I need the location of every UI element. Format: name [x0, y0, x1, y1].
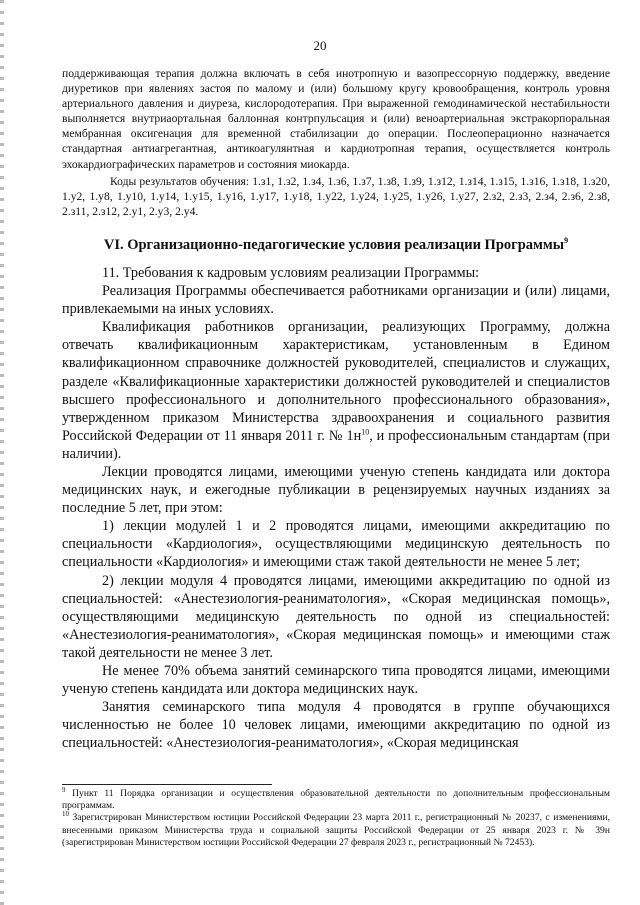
paragraph-text: Квалификация работников организации, реализующих Программу, должна отвечать квалификационным характеристикам, установленным в Едином квалификационном справочнике должностей руководителей, специалистов и служащих, разделе «Квалификационные характеристики должностей руководителей и специалистов высшего профессионального и дополнительного профессионального образования», утвержденном приказом Министерства здравоохранения и социального развития Российской Федерации от 11 января 2011 г. № 1н [62, 319, 610, 444]
footnote-divider [62, 784, 272, 785]
list-item: 1) лекции модулей 1 и 2 проводятся лицами, имеющими аккредитацию по специальности «Кардиология», осуществляющими медицинскую деятельность по специальности «Кардиология» и имеющими стаж такой деятельности не менее 5 лет; [62, 518, 610, 571]
footnote-text: Пункт 11 Порядка организации и осуществления образовательной деятельности по дополнительным профессиональным программам. [62, 788, 610, 812]
footnotes [62, 785, 610, 849]
paragraph: Занятия семинарского типа модуля 4 проводятся в группе обучающихся численностью не более 10 человек лицами, имеющими аккредитацию по одной из специальностей: «Анестезиология-реаниматология», «Скорая медицинская [62, 699, 610, 752]
section-body [62, 264, 610, 753]
learning-codes-paragraph: Коды результатов обучения: 1.з1, 1.з2, 1.з4, 1.з6, 1.з7, 1.з8, 1.з9, 1.з12, 1.з14, 1.з15, 1.з16, 1.з18, 1.з20, 1.у2, 1.у8, 1.у10, 1.у14, 1.у15, 1.у16, 1.у17, 1.у18, 1.у22, 1.у24, 1.у25, 1.у26, 1.у27, 2.з2, 2.з3, 2.з4, 2.з6, 2.з8, 2.з11, 2.з12, 2.у1, 2.у3, 2.у4. [62, 174, 610, 218]
paragraph: Не менее 70% объема занятий семинарского типа проводятся лицами, имеющими ученую степень кандидата или доктора медицинских наук. [62, 663, 610, 698]
footnote-text: Зарегистрирован Министерством юстиции Российской Федерации 23 марта 2011 г., регистрационный № 20237, с изменениями, внесенными приказом Министерства труда и социальной защиты Российской Федерации от 25 января 2023 г. № 39н (зарегистрирован Министерством юстиции Российской Федерации 27 февраля 2023 г., регистрационный № 72453). [62, 812, 610, 848]
footnote-number: 9 [62, 785, 66, 794]
paragraph: Лекции проводятся лицами, имеющими ученую степень кандидата или доктора медицинских наук, и ежегодные публикации в рецензируемых научных изданиях за последние 5 лет, при этом: [62, 463, 610, 517]
footnote-ref-10: 10 [361, 427, 370, 437]
paragraph-text: , и профессиональным стандартам (при наличии). [62, 427, 610, 462]
paragraph: 11. Требования к кадровым условиям реализации Программы: [102, 264, 480, 281]
page-number: 20 [313, 38, 327, 53]
section-title: VI. Организационно-педагогические условия реализации Программы [103, 236, 565, 253]
footnote [62, 812, 610, 849]
document-body [62, 66, 610, 752]
qualification-paragraph [62, 318, 610, 463]
scan-edge-artifact [0, 0, 4, 905]
footnote [62, 785, 610, 812]
section-heading [62, 237, 610, 254]
list-item: 2) лекции модуля 4 проводятся лицами, имеющими аккредитацию по одной из специальностей: «Анестезиология-реаниматология», «Скорая медицинская помощь», осуществляющими медицинскую деятельность по одной из специальностей: «Анестезиология-реаниматология», «Скорая медицинская помощь» и имеющими стаж такой деятельности не менее 3 лет. [62, 572, 610, 661]
footnote-ref-9: 9 [564, 236, 569, 246]
intro-paragraph: поддерживающая терапия должна включать в себя инотропную и вазопрессорную поддержку, введение диуретиков при явлениях застоя по малому и (или) большому кругу кровообращения, контроль уровня артериального давления и диуреза, кислородотерапия. При выраженной гемодинамической нестабильности выполняется внутриаортальная баллонная контрпульсация и (или) веноартериальная экстракорпоральная мембранная оксигенация для временной стабилизации до операции. Послеоперационно назначается стандартная антиагрегантная, антикоагулянтная и кардиотропная терапия, осуществляется контроль эхокардиографических параметров и состояния миокарда. [62, 67, 610, 171]
paragraph: Реализация Программы обеспечивается работниками организации и (или) лицами, привлекаемыми на иных условиях. [62, 283, 610, 318]
previous-section-tail [62, 66, 610, 219]
footnote-number: 10 [62, 810, 69, 819]
